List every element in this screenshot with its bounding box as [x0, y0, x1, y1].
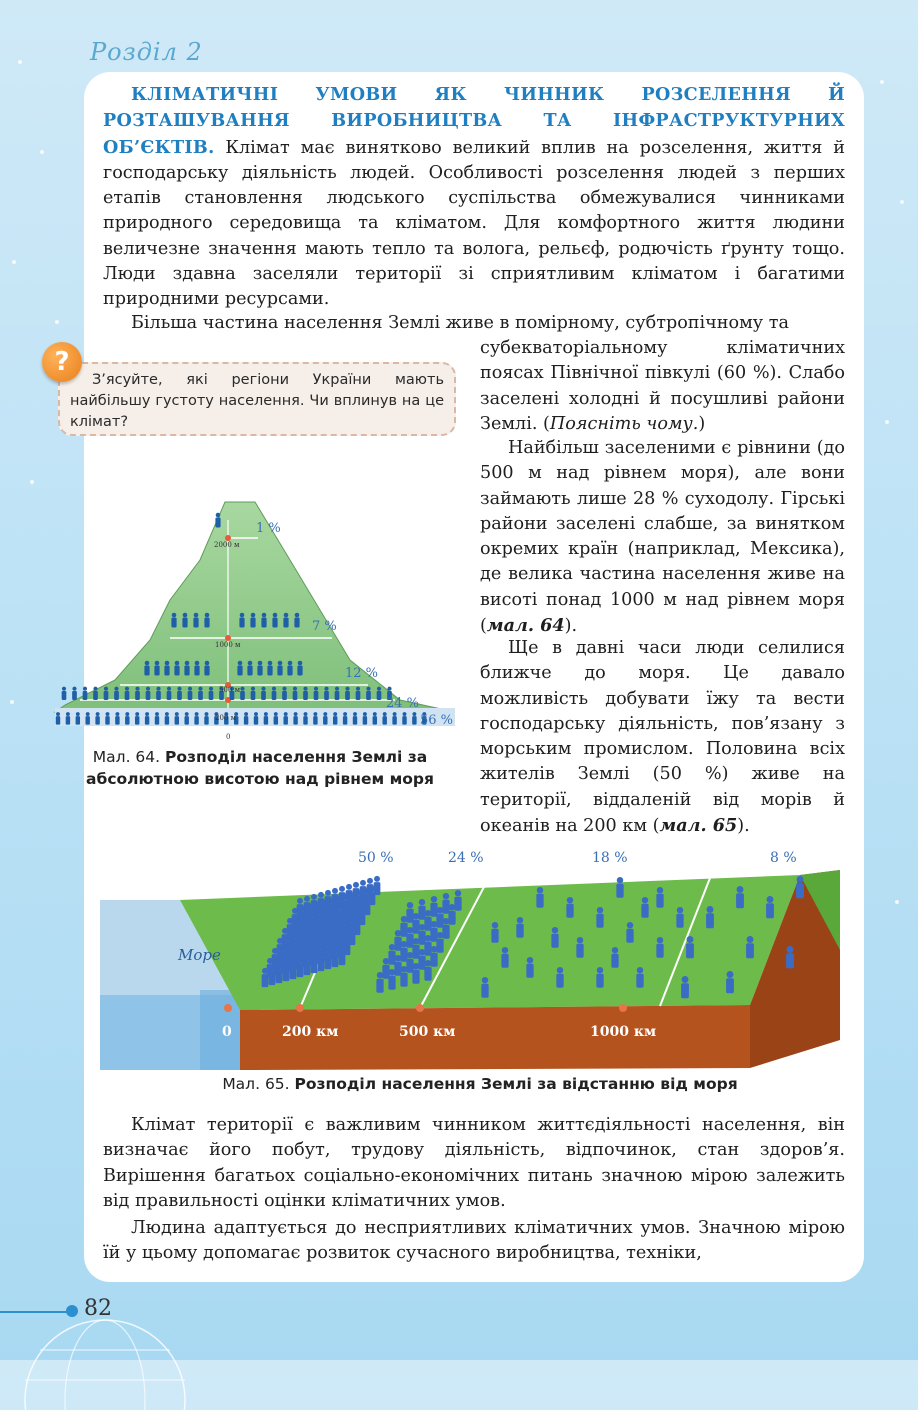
person-icon — [272, 613, 277, 628]
person-icon — [215, 513, 220, 528]
person-icon — [556, 967, 563, 988]
person-icon — [264, 712, 268, 725]
person-icon — [85, 712, 89, 725]
person-icon — [257, 661, 262, 676]
person-icon — [251, 687, 256, 700]
person-icon — [145, 712, 149, 725]
share-label: 1 % — [256, 521, 281, 536]
person-icon — [314, 687, 319, 700]
person-icon — [736, 886, 744, 908]
person-icon — [374, 876, 381, 895]
person-icon — [115, 712, 119, 725]
person-icon — [323, 712, 327, 725]
share-label: 7 % — [312, 619, 337, 634]
person-icon — [746, 936, 754, 958]
section-heading: КЛІМАТИЧНІ УМОВИ ЯК ЧИННИК РОЗСЕЛЕННЯ Й РОЗТАШУВАННЯ ВИРОБНИЦТВА ТА ІНФРАСТРУКТУРНИХ ОБ’ЄКТІВ. — [103, 84, 845, 158]
person-icon — [182, 613, 187, 628]
person-icon — [283, 712, 287, 725]
caption-prefix: Мал. 65. — [222, 1075, 295, 1093]
person-icon — [56, 712, 60, 725]
caption-prefix: Мал. 64. — [92, 748, 166, 766]
paragraph-text: ). — [564, 616, 578, 637]
person-icon — [154, 661, 159, 676]
person-icon — [171, 613, 176, 628]
person-icon — [83, 687, 88, 700]
person-icon — [204, 613, 209, 628]
person-icon — [244, 712, 248, 725]
caption-title: Розподіл населення Землі за абсолютною висотою над рівнем моря — [86, 748, 434, 788]
person-icon — [412, 712, 416, 725]
person-icon — [184, 661, 189, 676]
figure-65-caption — [100, 1075, 860, 1093]
paragraph-text: Найбільш заселеними є рівнини (до 500 м над рівнем моря), але вони займають лише 28 % суходолу. Гірські райони заселені слабше, за винятком окремих країн (наприклад, Мексика), де велика частина населення живе на висоті понад 1000 м над рівнем моря ( — [480, 438, 845, 637]
zone-share: 8 % — [770, 850, 797, 866]
person-icon — [526, 957, 533, 978]
paragraph-plains — [480, 436, 845, 639]
person-icon — [616, 877, 623, 898]
paragraph-italic: Поясніть чому. — [549, 413, 699, 434]
person-icon — [366, 687, 371, 700]
person-icon — [261, 687, 266, 700]
person-icon — [144, 661, 149, 676]
paragraph-text: Більша частина населення Землі живе в помірному, субтропічному та — [131, 313, 789, 333]
person-icon — [516, 917, 523, 938]
person-icon — [303, 687, 308, 700]
person-icon — [442, 893, 449, 914]
person-icon — [406, 902, 413, 923]
person-icon — [146, 687, 151, 700]
paragraph-text: Клімат території є важливим чинником життєдіяльності населення, він визначає його побут, трудову діяльність, відпочинок, стан здоров’я. Вирішення багатьох соціально-економічних питань значною мірою залежить від правильності оцінки кліматичних умов. — [103, 1115, 845, 1211]
person-icon — [204, 712, 208, 725]
person-icon — [796, 876, 804, 898]
person-icon — [491, 922, 498, 943]
person-icon — [611, 947, 618, 968]
paragraph-text: Клімат має винятково великий вплив на розселення, життя й господарську діяльність людей. Особливості розселення людей з перших етапів становлення людського суспільства обмежувалися чинниками природного середовища та кліматом. Для комфортного життя людини величезне значення мають тепло та волога, рельєф, родючість ґрунту тощо. Люди здавна заселяли території зі сприятливим кліматом і багатими природними ресурсами. — [103, 137, 845, 310]
paragraph-text: ). — [737, 816, 750, 837]
altitude-label: 2000 м — [214, 541, 240, 549]
person-icon — [209, 687, 214, 700]
person-icon — [175, 712, 179, 725]
paragraph-text: Ще в давні часи люди селилися ближче до моря. Це давало можливість добувати їжу та вести господарську діяльність, пов’язану з морським промислом. Половина всіх жителів Землі (50 %) живе на території, віддаленій від морів й океанів на 200 км ( — [480, 638, 845, 837]
person-icon — [726, 971, 734, 993]
paragraph-population-line1 — [103, 311, 845, 336]
person-icon — [247, 661, 252, 676]
paragraph-climate-importance — [103, 1113, 845, 1214]
person-icon — [430, 896, 437, 917]
person-icon — [105, 712, 109, 725]
person-icon — [636, 967, 643, 988]
person-icon — [174, 661, 179, 676]
person-icon — [353, 712, 357, 725]
person-icon — [239, 613, 244, 628]
person-icon — [345, 687, 350, 700]
person-icon — [293, 712, 297, 725]
question-box — [58, 362, 456, 436]
person-icon — [188, 687, 193, 700]
paragraph-text: Людина адаптується до несприятливих кліматичних умов. Значною мірою їй у цьому допомагає розвиток сучасного виробництва, техніки, — [103, 1218, 845, 1264]
person-icon — [287, 661, 292, 676]
page-number: 82 — [84, 1296, 112, 1321]
sea-label: Море — [178, 946, 221, 964]
person-icon — [656, 887, 663, 908]
person-icon — [125, 687, 130, 700]
person-icon — [135, 687, 140, 700]
person-icon — [303, 712, 307, 725]
person-icon — [164, 661, 169, 676]
person-icon — [184, 712, 188, 725]
person-icon — [254, 712, 258, 725]
person-icon — [283, 613, 288, 628]
person-icon — [167, 687, 172, 700]
person-icon — [501, 947, 508, 968]
person-icon — [95, 712, 99, 725]
person-icon — [125, 712, 129, 725]
caption-title: Розподіл населення Землі за відстанню від моря — [294, 1075, 738, 1093]
person-icon — [156, 687, 161, 700]
page-number-line — [0, 1311, 72, 1313]
page-number-dot — [66, 1305, 78, 1317]
altitude-label: 200 м — [215, 714, 237, 722]
altitude-label: 500 м — [219, 686, 241, 694]
person-icon — [641, 897, 648, 918]
altitude-label: 1000 м — [215, 641, 241, 649]
person-icon — [155, 712, 159, 725]
person-icon — [596, 907, 603, 928]
figure-65-distance — [100, 840, 860, 1075]
person-icon — [626, 922, 633, 943]
figure-64-mountain — [50, 490, 470, 740]
person-icon — [282, 687, 287, 700]
person-icon — [293, 687, 298, 700]
section-label: Розділ 2 — [90, 38, 203, 66]
paragraph-population-belts — [480, 336, 845, 437]
distance-label: 0 — [222, 1024, 232, 1040]
person-icon — [356, 687, 361, 700]
person-icon — [576, 937, 583, 958]
person-icon — [66, 712, 70, 725]
question-mark-icon: ? — [42, 342, 82, 382]
person-icon — [382, 712, 386, 725]
person-icon — [114, 687, 119, 700]
person-icon — [686, 936, 694, 958]
person-icon — [93, 687, 98, 700]
person-icon — [454, 890, 461, 911]
person-icon — [566, 897, 573, 918]
person-icon — [62, 687, 67, 700]
distance-label: 500 км — [399, 1024, 456, 1040]
person-icon — [333, 712, 337, 725]
person-icon — [596, 967, 603, 988]
person-icon — [481, 977, 488, 998]
paragraph-text: субекваторіальному кліматичних поясах Північної півкулі (60 %). Слабо заселені холодні й посушливі райони Землі. ( — [480, 338, 845, 434]
person-icon — [135, 712, 139, 725]
paragraph-text: ) — [698, 413, 706, 434]
person-icon — [277, 661, 282, 676]
share-label: 24 % — [386, 696, 420, 711]
person-icon — [194, 712, 198, 725]
zone-share: 50 % — [358, 850, 394, 866]
person-icon — [676, 907, 683, 928]
paragraph-climate-intro — [103, 82, 845, 313]
share-label: 12 % — [345, 666, 379, 681]
person-icon — [377, 687, 382, 700]
figure-64-caption — [50, 746, 470, 790]
figure-reference: мал. 65 — [659, 815, 738, 837]
person-icon — [363, 712, 367, 725]
paragraph-sea — [480, 636, 845, 839]
person-icon — [297, 661, 302, 676]
person-icon — [198, 687, 203, 700]
person-icon — [418, 899, 425, 920]
person-icon — [681, 976, 689, 998]
person-icon — [240, 687, 245, 700]
person-icon — [76, 712, 80, 725]
person-icon — [656, 937, 663, 958]
share-label: 56 % — [420, 713, 454, 728]
distance-label: 200 км — [282, 1024, 339, 1040]
distance-label: 1000 км — [590, 1024, 657, 1040]
person-icon — [294, 613, 299, 628]
person-icon — [204, 661, 209, 676]
zone-share: 24 % — [448, 850, 484, 866]
person-icon — [194, 661, 199, 676]
person-icon — [786, 946, 794, 968]
question-text: З’ясуйте, які регіони України мають найбільшу густоту населення. Чи вплинув на це клімат? — [70, 372, 444, 430]
person-icon — [104, 687, 109, 700]
person-icon — [274, 712, 278, 725]
altitude-label: 0 — [226, 733, 231, 740]
person-icon — [335, 687, 340, 700]
person-icon — [343, 712, 347, 725]
figure-reference: мал. 64 — [486, 615, 565, 637]
person-icon — [272, 687, 277, 700]
person-icon — [267, 661, 272, 676]
person-icon — [373, 712, 377, 725]
person-icon — [551, 927, 558, 948]
zone-share: 18 % — [592, 850, 628, 866]
person-icon — [250, 613, 255, 628]
person-icon — [402, 712, 406, 725]
person-icon — [766, 896, 774, 918]
person-icon — [313, 712, 317, 725]
person-icon — [193, 613, 198, 628]
person-icon — [165, 712, 169, 725]
person-icon — [392, 712, 396, 725]
paragraph-adaptation — [103, 1216, 845, 1267]
person-icon — [324, 687, 329, 700]
person-icon — [261, 613, 266, 628]
person-icon — [706, 906, 714, 928]
person-icon — [237, 661, 242, 676]
person-icon — [536, 887, 543, 908]
person-icon — [177, 687, 182, 700]
person-icon — [72, 687, 77, 700]
